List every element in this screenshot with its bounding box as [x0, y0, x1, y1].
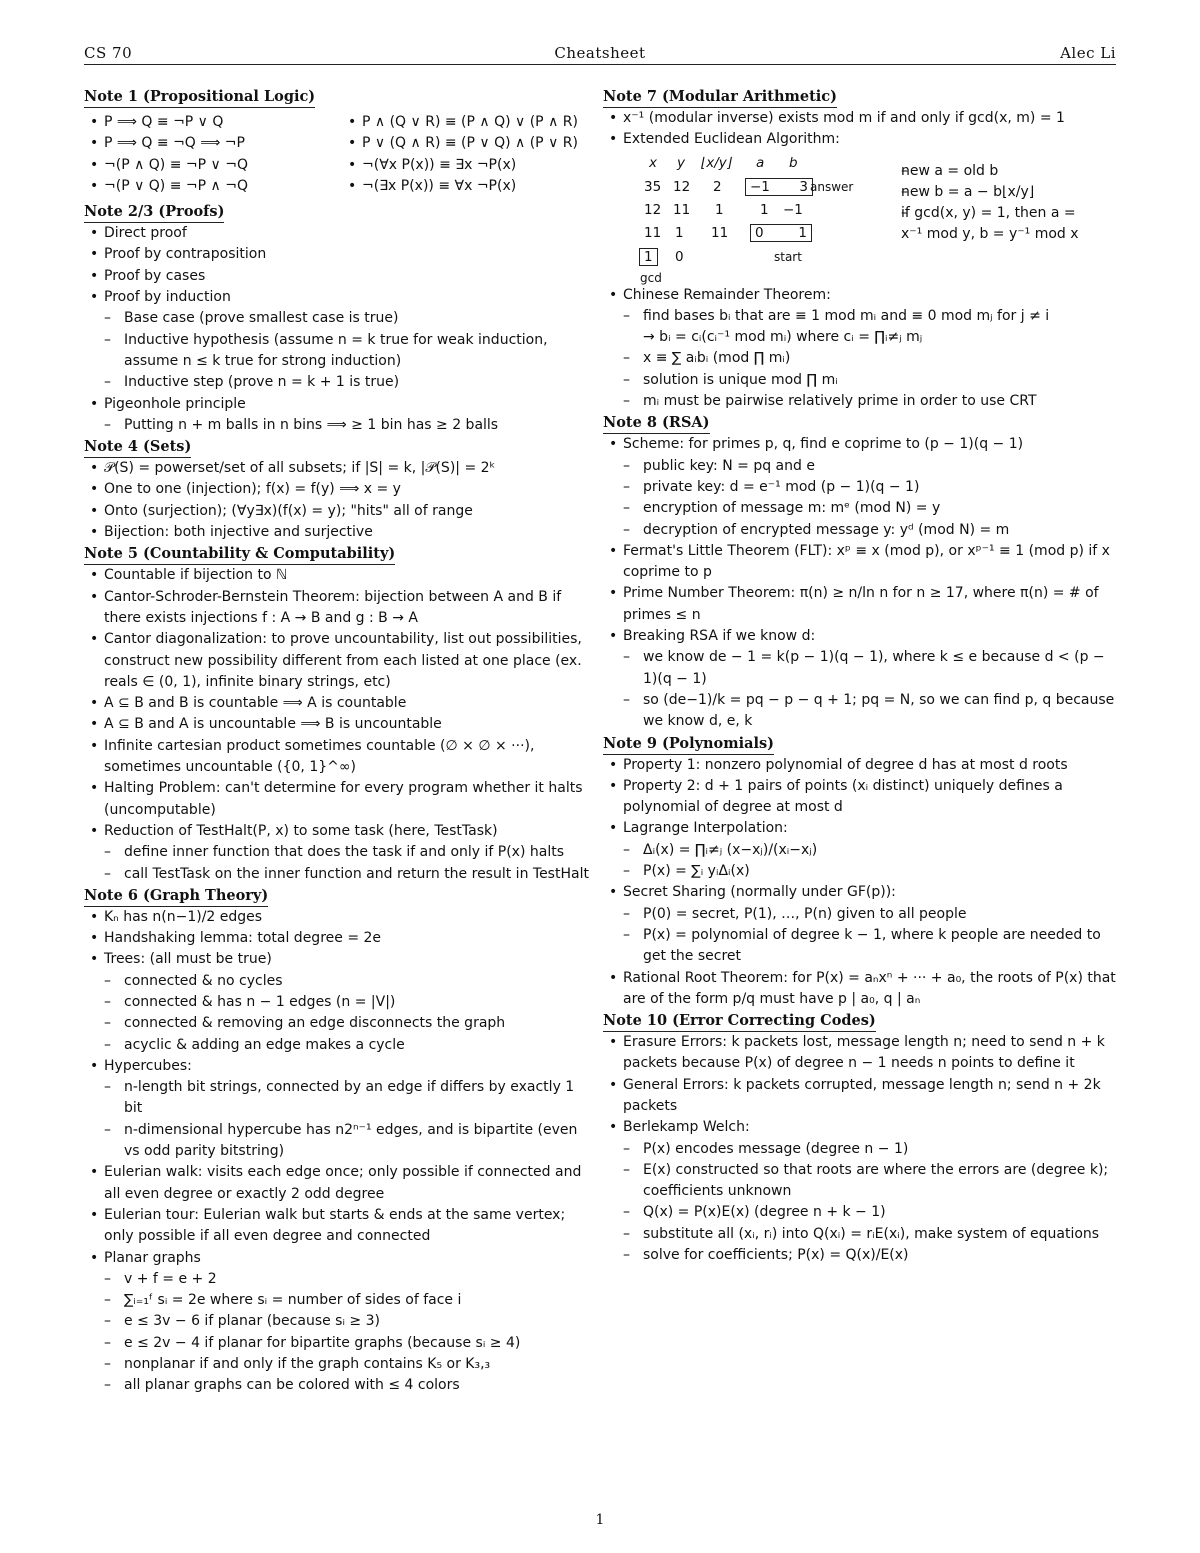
bullet-item: • Proof by cases [84, 266, 596, 287]
bullet-item: • Secret Sharing (normally under GF(p)): [603, 882, 1123, 903]
eea-note-text: x⁻¹ mod y, b = y⁻¹ mod x [901, 225, 1079, 242]
sub-item: – nonplanar if and only if the graph contains K₅ or K₃,₃ [84, 1354, 596, 1375]
eea-note-text: new b = a − b⌊x/y⌋ [901, 183, 1035, 200]
gcd-box [639, 248, 658, 266]
modular-list-bottom [603, 285, 1123, 413]
eea-cell: 0 [675, 248, 684, 265]
logic-item: • ¬(∃x P(x)) ≡ ∀x ¬P(x) [342, 176, 596, 197]
polynomials-list [603, 755, 1123, 1011]
sub-item: – connected & no cycles [84, 971, 596, 992]
logic-item: • ¬(P ∧ Q) ≡ ¬P ∨ ¬Q [84, 155, 342, 176]
sub-item: – ∑ᵢ₌₁ᶠ sᵢ = 2e where sᵢ = number of sides of face i [84, 1290, 596, 1311]
bullet-item: • Handshaking lemma: total degree = 2e [84, 928, 596, 949]
note9-title: Note 9 (Polynomials) [603, 734, 774, 755]
bullet-item: • Hypercubes: [84, 1056, 596, 1077]
sub-item: – Base case (prove smallest case is true) [84, 308, 596, 329]
eea-note [881, 224, 1079, 245]
bullet-item: • General Errors: k packets corrupted, message length n; send n + 2k packets [603, 1075, 1123, 1118]
bullet-item: • Proof by contraposition [84, 244, 596, 265]
countability-list [84, 565, 596, 884]
logic-item: • ¬(∀x P(x)) ≡ ∃x ¬P(x) [342, 155, 596, 176]
page-header [84, 44, 1116, 65]
sub-item: – solution is unique mod ∏ mᵢ [603, 370, 1123, 391]
eea-cell: −1 [750, 178, 770, 195]
eea-header: b [789, 154, 798, 171]
sub-item: – n-dimensional hypercube has n2ⁿ⁻¹ edges, and is bipartite (even vs odd parity bitstring) [84, 1120, 596, 1163]
bullet-item: • Cantor-Schroder-Bernstein Theorem: bijection between A and B if there exists injections f : A → B and g : B → A [84, 587, 596, 630]
bullet-item: • Halting Problem: can't determine for every program whether it halts (uncomputable) [84, 778, 596, 821]
eea-cell: 1 [760, 201, 769, 218]
eea-header: x [649, 154, 657, 171]
sub-item: – mᵢ must be pairwise relatively prime in order to use CRT [603, 391, 1123, 412]
sub-item: – Inductive hypothesis (assume n = k true for weak induction, assume n ≤ k true for strong induction) [84, 330, 596, 373]
bullet-item: • Berlekamp Welch: [603, 1117, 1123, 1138]
bullet-item: • Proof by induction [84, 287, 596, 308]
sub-item: – find bases bᵢ that are ≡ 1 mod mᵢ and ≡ 0 mod mⱼ for j ≠ i [603, 306, 1123, 327]
sub-item: – P(0) = secret, P(1), …, P(n) given to all people [603, 904, 1123, 925]
note10-title: Note 10 (Error Correcting Codes) [603, 1011, 876, 1032]
eea-cell: 11 [711, 224, 729, 241]
sub-item: – call TestTask on the inner function and return the result in TestHalt [84, 864, 596, 885]
bullet-item: • Extended Euclidean Algorithm: [603, 129, 1123, 150]
document-title: Cheatsheet [554, 44, 646, 62]
eea-cell: 12 [673, 178, 691, 195]
bullet-item: • Reduction of TestHalt(P, x) to some task (here, TestTask) [84, 821, 596, 842]
logic-equivalences [84, 112, 596, 197]
euclidean-table [603, 151, 1123, 285]
bullet-item: • A ⊆ B and A is uncountable ⟹ B is uncountable [84, 714, 596, 735]
note23-title: Note 2/3 (Proofs) [84, 202, 224, 223]
sets-list [84, 458, 596, 543]
author-name: Alec Li [1060, 44, 1116, 62]
eea-note [881, 182, 1079, 203]
bullet-item: • Fermat's Little Theorem (FLT): xᵖ ≡ x (mod p), or xᵖ⁻¹ ≡ 1 (mod p) if x coprime to p [603, 541, 1123, 584]
sub-item: – e ≤ 2v − 4 if planar for bipartite graphs (because sᵢ ≥ 4) [84, 1333, 596, 1354]
modular-list-top [603, 108, 1123, 151]
course-label: CS 70 [84, 44, 133, 62]
bullet-item: • 𝒫(S) = powerset/set of all subsets; if |S| = k, |𝒫(S)| = 2ᵏ [84, 458, 596, 479]
sub-item: – substitute all (xᵢ, rᵢ) into Q(xᵢ) = rᵢE(xᵢ), make system of equations [603, 1224, 1123, 1245]
bullet-item: • Property 2: d + 1 pairs of points (xᵢ distinct) uniquely defines a polynomial of degree at most d [603, 776, 1123, 819]
eea-cell: −1 [783, 201, 803, 218]
bullet-item: • Planar graphs [84, 1248, 596, 1269]
sub-item: – x ≡ ∑ aᵢbᵢ (mod ∏ mᵢ) [603, 348, 1123, 369]
bullet-item: • Trees: (all must be true) [84, 949, 596, 970]
sub-item: – all planar graphs can be colored with ≤ 4 colors [84, 1375, 596, 1396]
bullet-item: • Rational Root Theorem: for P(x) = aₙxⁿ + ··· + a₀, the roots of P(x) that are of the form p/q must have p | a₀, q | aₙ [603, 968, 1123, 1011]
eea-note-text: if gcd(x, y) = 1, then a = [901, 204, 1076, 221]
sub-item: – decryption of encrypted message y: yᵈ (mod N) = m [603, 520, 1123, 541]
sub-item: – E(x) constructed so that roots are where the errors are (degree k); coefficients unknown [603, 1160, 1123, 1203]
eea-cell: 2 [713, 178, 722, 195]
eea-cell: 11 [644, 224, 662, 241]
eea-cell: 1 [675, 224, 684, 241]
sub-item: – acyclic & adding an edge makes a cycle [84, 1035, 596, 1056]
bullet-item: • Scheme: for primes p, q, find e coprime to (p − 1)(q − 1) [603, 434, 1123, 455]
sub-item: – private key: d = e⁻¹ mod (p − 1)(q − 1) [603, 477, 1123, 498]
eea-header: y [677, 154, 685, 171]
logic-item: • P ⟹ Q ≡ ¬P ∨ Q [84, 112, 342, 133]
logic-item: • ¬(P ∨ Q) ≡ ¬P ∧ ¬Q [84, 176, 342, 197]
bullet-item: • One to one (injection); f(x) = f(y) ⟹ x = y [84, 479, 596, 500]
eea-cell: 1 [715, 201, 724, 218]
proofs-list [84, 223, 596, 436]
answer-box [745, 178, 813, 196]
eea-cell: 0 [755, 224, 764, 241]
logic-list-right [342, 112, 596, 197]
start-label: start [774, 249, 802, 264]
sub-item: – encryption of message m: mᵉ (mod N) = y [603, 498, 1123, 519]
sub-item: – v + f = e + 2 [84, 1269, 596, 1290]
bullet-item: • Prime Number Theorem: π(n) ≥ n/ln n for n ≥ 17, where π(n) = # of primes ≤ n [603, 583, 1123, 626]
bullet-item: • Infinite cartesian product sometimes countable (∅ × ∅ × ···), sometimes uncountable ({0, 1}^∞) [84, 736, 596, 779]
sub-item: – so (de−1)/k = pq − p − q + 1; pq = N, so we can find p, q because we know d, e, k [603, 690, 1123, 733]
eea-header: a [756, 154, 765, 171]
gcd-label: gcd [640, 270, 662, 285]
note8-title: Note 8 (RSA) [603, 413, 710, 434]
sub-item: – solve for coefficients; P(x) = Q(x)/E(x) [603, 1245, 1123, 1266]
error-codes-list [603, 1032, 1123, 1266]
sub-item: – P(x) = ∑ᵢ yᵢΔᵢ(x) [603, 861, 1123, 882]
sub-item: – Q(x) = P(x)E(x) (degree n + k − 1) [603, 1202, 1123, 1223]
eea-note [881, 203, 1079, 224]
bullet-item: • Countable if bijection to ℕ [84, 565, 596, 586]
sub-item: – n-length bit strings, connected by an edge if differs by exactly 1 bit [84, 1077, 596, 1120]
bullet-item: • Onto (surjection); (∀y∃x)(f(x) = y); "hits" all of range [84, 501, 596, 522]
bullet-item: • Breaking RSA if we know d: [603, 626, 1123, 647]
sub-item: – P(x) encodes message (degree n − 1) [603, 1139, 1123, 1160]
eea-cell: 35 [644, 178, 662, 195]
note5-title: Note 5 (Countability & Computability) [84, 544, 395, 565]
right-column [603, 86, 1123, 1266]
eea-note [881, 161, 1079, 182]
eea-cell: 12 [644, 201, 662, 218]
sub-item: – Putting n + m balls in n bins ⟹ ≥ 1 bin has ≥ 2 balls [84, 415, 596, 436]
bullet-item: • x⁻¹ (modular inverse) exists mod m if and only if gcd(x, m) = 1 [603, 108, 1123, 129]
logic-item: • P ∧ (Q ∨ R) ≡ (P ∧ Q) ∨ (P ∧ R) [342, 112, 596, 133]
sub-item: – Δᵢ(x) = ∏ᵢ≠ⱼ (x−xⱼ)/(xᵢ−xⱼ) [603, 840, 1123, 861]
answer-label: answer [810, 179, 854, 194]
bullet-item: • Direct proof [84, 223, 596, 244]
eea-cell: 1 [798, 224, 807, 241]
sub-item: – we know de − 1 = k(p − 1)(q − 1), where k ≤ e because d < (p − 1)(q − 1) [603, 647, 1123, 690]
graph-theory-list [84, 907, 596, 1397]
bullet-item: • Eulerian walk: visits each edge once; only possible if connected and all even degree or exactly 2 odd degree [84, 1162, 596, 1205]
note4-title: Note 4 (Sets) [84, 437, 191, 458]
bullet-item: • Erasure Errors: k packets lost, message length n; need to send n + k packets because P(x) of degree n − 1 needs n points to define it [603, 1032, 1123, 1075]
bullet-item: • Pigeonhole principle [84, 394, 596, 415]
eea-cell: 11 [673, 201, 691, 218]
bullet-item: • Cantor diagonalization: to prove uncountability, list out possibilities, construct new possibility different from each listed at one place (ex. reals ∈ (0, 1), infinite binary strings, etc) [84, 629, 596, 693]
eea-note-text: new a = old b [901, 162, 999, 179]
logic-item: • P ∨ (Q ∧ R) ≡ (P ∨ Q) ∧ (P ∨ R) [342, 133, 596, 154]
page-number: 1 [595, 1512, 605, 1528]
sub-item: – connected & has n − 1 edges (n = |V|) [84, 992, 596, 1013]
bullet-item: • Kₙ has n(n−1)/2 edges [84, 907, 596, 928]
left-column [84, 86, 596, 1397]
sub-item: – public key: N = pq and e [603, 456, 1123, 477]
eea-header: ⌊x/y⌋ [701, 154, 733, 171]
sub-item: – P(x) = polynomial of degree k − 1, where k people are needed to get the secret [603, 925, 1123, 968]
logic-list-left [84, 112, 342, 197]
eea-cell: 1 [644, 248, 653, 265]
eea-notes [881, 161, 1079, 245]
bullet-item: • Chinese Remainder Theorem: [603, 285, 1123, 306]
start-box [750, 224, 812, 242]
bullet-item: • Property 1: nonzero polynomial of degree d has at most d roots [603, 755, 1123, 776]
bullet-item: • Bijection: both injective and surjective [84, 522, 596, 543]
rsa-list [603, 434, 1123, 732]
bullet-item: • A ⊆ B and B is countable ⟹ A is countable [84, 693, 596, 714]
sub-item: → bᵢ = cᵢ(cᵢ⁻¹ mod mᵢ) where cᵢ = ∏ᵢ≠ⱼ mⱼ [643, 329, 923, 346]
note7-title: Note 7 (Modular Arithmetic) [603, 87, 837, 108]
sub-item: – connected & removing an edge disconnects the graph [84, 1013, 596, 1034]
note1-title: Note 1 (Propositional Logic) [84, 87, 315, 108]
sub-item: – Inductive step (prove n = k + 1 is true) [84, 372, 596, 393]
logic-item: • P ⟹ Q ≡ ¬Q ⟹ ¬P [84, 133, 342, 154]
sub-item: – e ≤ 3v − 6 if planar (because sᵢ ≥ 3) [84, 1311, 596, 1332]
eea-cell: 3 [799, 178, 808, 195]
sub-item: – define inner function that does the task if and only if P(x) halts [84, 842, 596, 863]
bullet-item: • Eulerian tour: Eulerian walk but starts & ends at the same vertex; only possible if all even degree and connected [84, 1205, 596, 1248]
bullet-item: • Lagrange Interpolation: [603, 818, 1123, 839]
note6-title: Note 6 (Graph Theory) [84, 886, 268, 907]
